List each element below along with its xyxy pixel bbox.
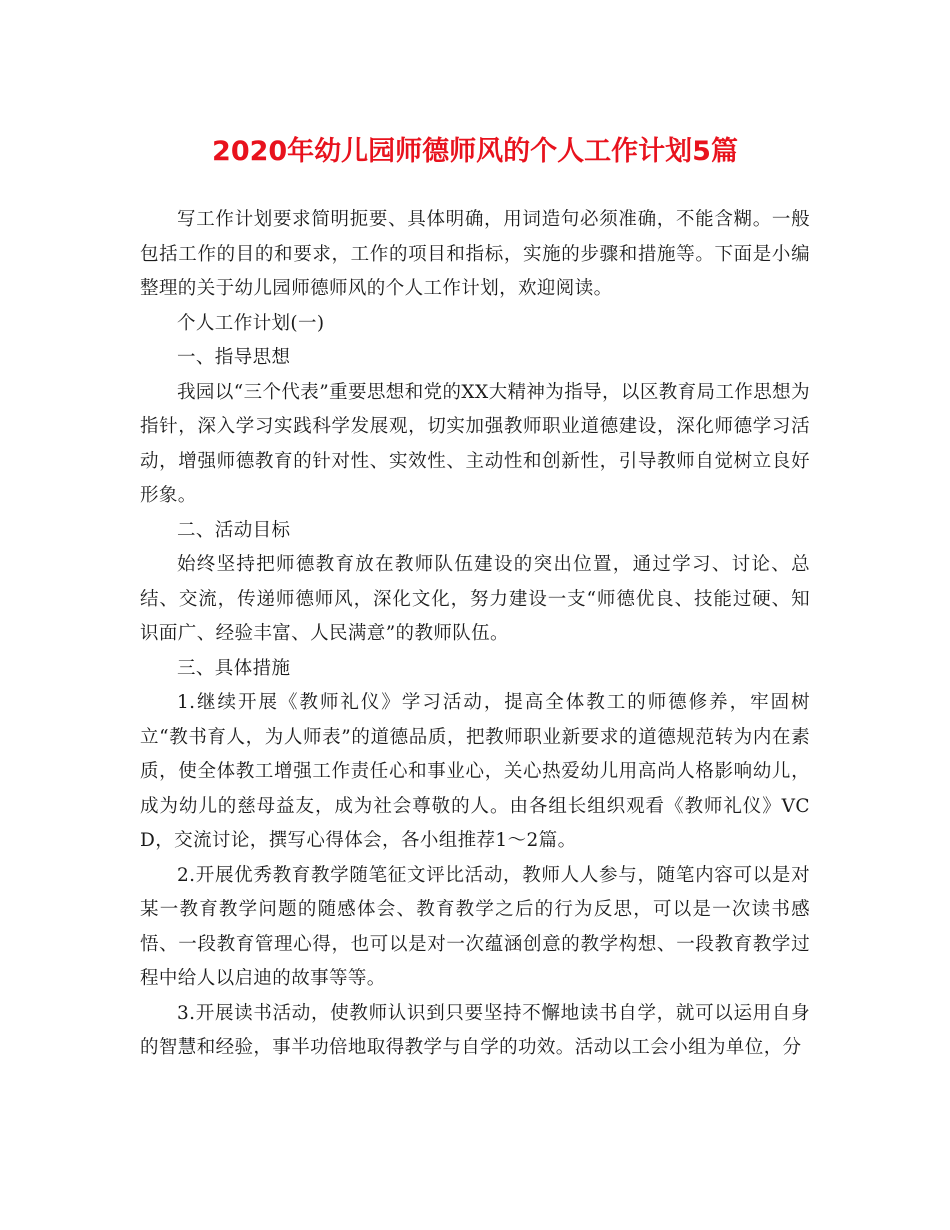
intro-paragraph: 写工作计划要求简明扼要、具体明确，用词造句必须准确，不能含糊。一般包括工作的目的和要求，工作的项目和指标，实施的步骤和措施等。下面是小编整理的关于幼儿园师德师风的个人工作计划，欢迎阅读。 [140, 209, 810, 299]
measure-item-3: 3.开展读书活动，使教师认识到只要坚持不懈地读书自学，就可以运用自身的智慧和经验，事半功倍地取得教学与自学的功效。活动以工会小组为单位，分 [140, 1002, 810, 1058]
document-title: 2020年幼儿园师德师风的个人工作计划5篇 [212, 136, 738, 167]
activity-goal-paragraph: 始终坚持把师德教育放在教师队伍建设的突出位置，通过学习、讨论、总结、交流，传递师德师风，深化文化，努力建设一支“师德优良、技能过硬、知识面广、经验丰富、人民满意”的教师队伍。 [140, 554, 810, 644]
section-heading-guiding-thought: 一、指导思想 [177, 347, 291, 368]
measure-item-1: 1.继续开展《教师礼仪》学习活动，提高全体教工的师德修养，牢固树立“教书育人，为人师表”的道德品质，把教师职业新要求的道德规范转为内在素质，使全体教工增强工作责任心和事业心，关心热爱幼儿用高尚人格影响幼儿，成为幼儿的慈母益友，成为社会尊敬的人。由各组长组织观看《教师礼仪》VCD，交流讨论，撰写心得体会，各小组推荐1～2篇。 [140, 692, 810, 851]
section-heading-plan-one: 个人工作计划(一) [177, 312, 325, 334]
measure-item-2: 2.开展优秀教育教学随笔征文评比活动，教师人人参与，随笔内容可以是对某一教育教学问题的随感体会、教育教学之后的行为反思，可以是一次读书感悟、一段教育管理心得，也可以是对一次蕴涵创意的教学构想、一段教育教学过程中给人以启迪的故事等等。 [140, 864, 810, 989]
section-heading-measures: 三、具体措施 [177, 657, 291, 679]
document-body [140, 203, 810, 1066]
guiding-thought-paragraph: 我园以“三个代表”重要思想和党的XX大精神为指导，以区教育局工作思想为指针，深入学习实践科学发展观，切实加强教师职业道德建设，深化师德学习活动，增强师德教育的针对性、实效性、主动性和创新性，引导教师自觉树立良好形象。 [140, 381, 810, 506]
section-heading-activity-goal: 二、活动目标 [177, 519, 291, 541]
